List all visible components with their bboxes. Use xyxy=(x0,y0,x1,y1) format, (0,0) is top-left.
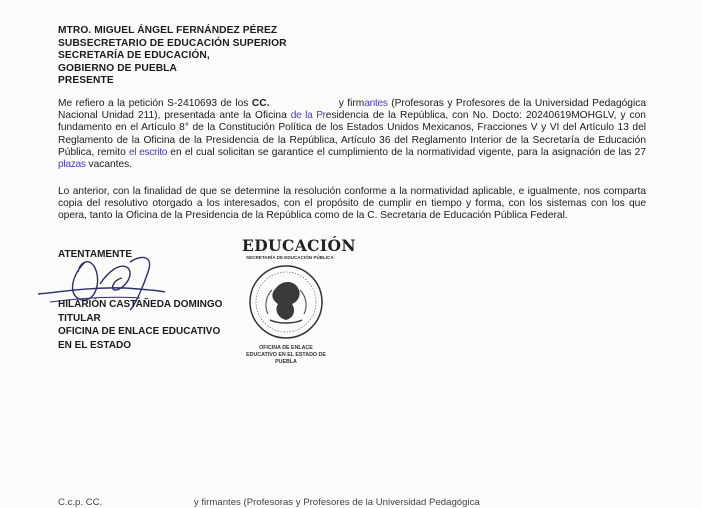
signer-office-line2: EN EL ESTADO xyxy=(58,339,131,351)
national-emblem-icon xyxy=(248,262,324,342)
signer-name: HILARIÓN CASTAÑEDA DOMINGO xyxy=(58,299,223,310)
official-seal xyxy=(226,232,356,377)
copy-to-footer: C.c.p. CC. y firmantes (Profesoras y Profesores de la Universidad Pedagógica xyxy=(58,497,480,508)
p1-text-start: Me refiero a la petición S-2410693 de los xyxy=(58,98,252,109)
signer-block xyxy=(58,298,222,352)
seal-office-line3: PUEBLA xyxy=(275,359,297,365)
p1-text-mid1: y firm xyxy=(335,98,365,109)
seal-office-line2: EDUCATIVO EN EL ESTADO DE xyxy=(246,352,326,358)
redacted-fragment-1: antes xyxy=(364,98,388,109)
redacted-fragment-2: de la Pr xyxy=(290,110,326,122)
addressee-block xyxy=(58,25,287,88)
addressee-presente: PRESENTE xyxy=(58,75,114,87)
addressee-government: GOBIERNO DE PUEBLA xyxy=(58,62,177,74)
p1-text-tail: vacantes. xyxy=(85,159,133,171)
body-paragraph-2: Lo anterior, con la finalidad de que se determine la resolución conforme a la normatividad aplicable, e igualmente, nos comparta copia del resolutivo otorgado a los interesados, con el propósito de cumplir en tiempo y forma, con los sistemas con los que opera, tanto la Oficina de la Presidencia de la República como de la C. Secretaria de Educación Pública Federal. xyxy=(58,186,646,222)
redacted-fragment-3: el escrito xyxy=(128,146,168,158)
addressee-agency: SECRETARÍA DE EDUCACIÓN, xyxy=(58,50,210,62)
p1-text-mid3: esidencia de la República, con No. Docto: 20240619MOHGLV, y con fundamento en el Artículo 8° de la Constitución Política de los Estados Unidos Mexicanos, Fracciones V y VI del Artículo 13 del Reglamento de la Oficina de la Presidencia de la República, Artículo 36 del Reglamento Interior de la Secretaría de Educación Pública, remito xyxy=(58,110,646,158)
redacted-names xyxy=(273,98,335,109)
seal-office-line1: OFICINA DE ENLACE xyxy=(259,345,313,351)
seal-office-text xyxy=(226,345,346,366)
addressee-name: MTRO. MIGUEL ÁNGEL FERNÁNDEZ PÉREZ xyxy=(58,25,278,36)
signer-role: TITULAR xyxy=(58,312,101,324)
signer-office-line1: OFICINA DE ENLACE EDUCATIVO xyxy=(58,326,221,337)
seal-subtitle: SECRETARÍA DE EDUCACIÓN PÚBLICA xyxy=(246,255,334,260)
signoff-atentamente: ATENTAMENTE xyxy=(58,249,133,260)
body-paragraph-1 xyxy=(58,98,646,171)
addressee-title: SUBSECRETARIO DE EDUCACIÓN SUPERIOR xyxy=(58,37,287,49)
seal-title: EDUCACIÓN xyxy=(242,236,356,255)
redacted-fragment-4: plazas xyxy=(58,159,86,171)
p1-text-end: en el cual solicitan se garantice el cumplimiento de la normatividad vigente, para la asignación de las 27 xyxy=(167,146,647,158)
p1-cc: CC. xyxy=(251,98,273,109)
p1-text-mid2: (Profesoras y Profesores de la Universidad Pedagógica Nacional Unidad 211), presentada ante la Oficina xyxy=(58,98,646,122)
